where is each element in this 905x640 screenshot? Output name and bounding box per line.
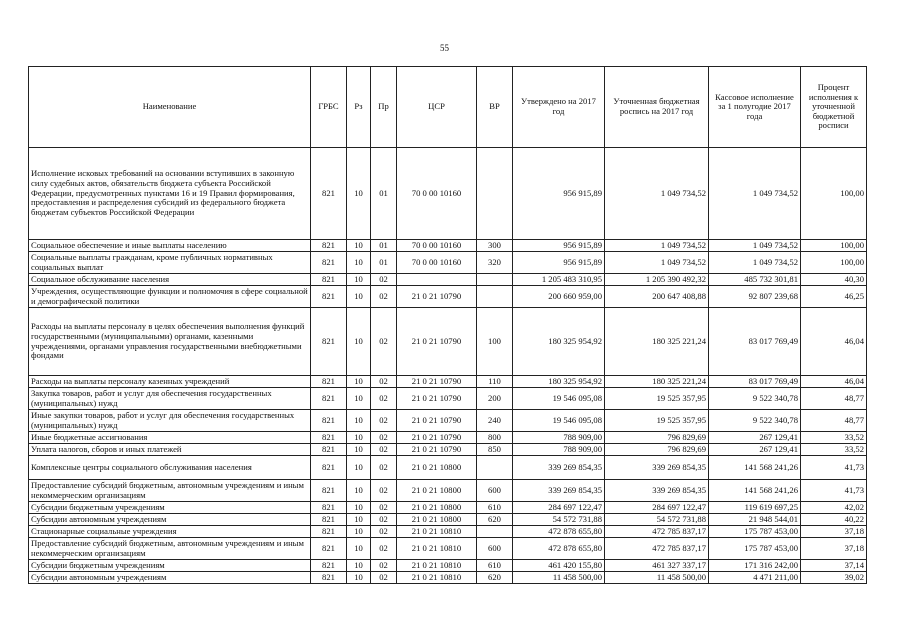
cell-rz: 10 <box>347 514 371 526</box>
cell-percent: 46,04 <box>801 308 867 376</box>
cell-approved: 19 546 095,08 <box>513 410 605 432</box>
cell-approved: 461 420 155,80 <box>513 560 605 572</box>
cell-refined: 180 325 221,24 <box>605 308 709 376</box>
cell-grbs: 821 <box>311 526 347 538</box>
cell-percent: 100,00 <box>801 240 867 252</box>
cell-pr: 02 <box>371 410 397 432</box>
cell-pr: 02 <box>371 480 397 502</box>
cell-rz: 10 <box>347 388 371 410</box>
cell-percent: 40,30 <box>801 274 867 286</box>
cell-name: Субсидии автономным учреждениям <box>29 572 311 584</box>
cell-pr: 02 <box>371 286 397 308</box>
table-row <box>29 538 867 560</box>
table-row <box>29 240 867 252</box>
cell-csr: 70 0 00 10160 <box>397 240 477 252</box>
cell-percent: 48,77 <box>801 388 867 410</box>
cell-csr: 21 0 21 10790 <box>397 388 477 410</box>
cell-executed: 267 129,41 <box>709 444 801 456</box>
header-name: Наименование <box>29 67 311 148</box>
cell-percent: 46,25 <box>801 286 867 308</box>
cell-executed: 9 522 340,78 <box>709 388 801 410</box>
cell-percent: 48,77 <box>801 410 867 432</box>
cell-grbs: 821 <box>311 514 347 526</box>
table-row <box>29 514 867 526</box>
table-row <box>29 252 867 274</box>
cell-vr: 850 <box>477 444 513 456</box>
cell-vr: 610 <box>477 560 513 572</box>
cell-approved: 284 697 122,47 <box>513 502 605 514</box>
cell-approved: 472 878 655,80 <box>513 526 605 538</box>
cell-name: Учреждения, осуществляющие функции и полномочия в сфере социальной и демографической политики <box>29 286 311 308</box>
cell-grbs: 821 <box>311 456 347 480</box>
cell-rz: 10 <box>347 240 371 252</box>
cell-refined: 11 458 500,00 <box>605 572 709 584</box>
table-row <box>29 410 867 432</box>
cell-name: Предоставление субсидий бюджетным, автономным учреждениям и иным некоммерческим организациям <box>29 480 311 502</box>
cell-approved: 956 915,89 <box>513 252 605 274</box>
cell-rz: 10 <box>347 502 371 514</box>
cell-approved: 54 572 731,88 <box>513 514 605 526</box>
cell-pr: 02 <box>371 388 397 410</box>
cell-executed: 175 787 453,00 <box>709 538 801 560</box>
page-number: 55 <box>440 43 449 53</box>
cell-vr: 620 <box>477 572 513 584</box>
cell-csr: 21 0 21 10790 <box>397 376 477 388</box>
cell-name: Предоставление субсидий бюджетным, автономным учреждениям и иным некоммерческим организациям <box>29 538 311 560</box>
table-row <box>29 376 867 388</box>
header-percent: Процент исполнения к уточненной бюджетной росписи <box>801 67 867 148</box>
cell-vr: 800 <box>477 432 513 444</box>
cell-refined: 1 205 390 492,32 <box>605 274 709 286</box>
cell-executed: 4 471 211,00 <box>709 572 801 584</box>
cell-percent: 39,02 <box>801 572 867 584</box>
cell-refined: 472 785 837,17 <box>605 538 709 560</box>
cell-executed: 1 049 734,52 <box>709 252 801 274</box>
cell-percent: 41,73 <box>801 480 867 502</box>
cell-refined: 19 525 357,95 <box>605 388 709 410</box>
cell-name: Иные бюджетные ассигнования <box>29 432 311 444</box>
cell-name: Уплата налогов, сборов и иных платежей <box>29 444 311 456</box>
cell-refined: 472 785 837,17 <box>605 526 709 538</box>
cell-executed: 1 049 734,52 <box>709 240 801 252</box>
cell-grbs: 821 <box>311 308 347 376</box>
cell-executed: 92 807 239,68 <box>709 286 801 308</box>
cell-percent: 37,14 <box>801 560 867 572</box>
cell-pr: 02 <box>371 572 397 584</box>
cell-approved: 200 660 959,00 <box>513 286 605 308</box>
cell-csr: 21 0 21 10810 <box>397 560 477 572</box>
cell-pr: 02 <box>371 538 397 560</box>
cell-csr: 21 0 21 10810 <box>397 538 477 560</box>
cell-pr: 02 <box>371 432 397 444</box>
cell-grbs: 821 <box>311 252 347 274</box>
cell-grbs: 821 <box>311 274 347 286</box>
cell-grbs: 821 <box>311 376 347 388</box>
table-row <box>29 286 867 308</box>
cell-percent: 37,18 <box>801 538 867 560</box>
cell-grbs: 821 <box>311 444 347 456</box>
cell-refined: 1 049 734,52 <box>605 240 709 252</box>
cell-name: Социальное обслуживание населения <box>29 274 311 286</box>
cell-vr: 610 <box>477 502 513 514</box>
cell-percent: 100,00 <box>801 252 867 274</box>
cell-executed: 83 017 769,49 <box>709 376 801 388</box>
cell-rz: 10 <box>347 252 371 274</box>
cell-rz: 10 <box>347 432 371 444</box>
header-approved: Утверждено на 2017 год <box>513 67 605 148</box>
cell-approved: 339 269 854,35 <box>513 480 605 502</box>
cell-refined: 200 647 408,88 <box>605 286 709 308</box>
cell-percent: 37,18 <box>801 526 867 538</box>
cell-csr: 21 0 21 10790 <box>397 286 477 308</box>
cell-rz: 10 <box>347 274 371 286</box>
table-row <box>29 526 867 538</box>
cell-csr <box>397 274 477 286</box>
cell-vr <box>477 526 513 538</box>
table-row <box>29 560 867 572</box>
cell-executed: 171 316 242,00 <box>709 560 801 572</box>
table-row <box>29 444 867 456</box>
cell-refined: 796 829,69 <box>605 432 709 444</box>
cell-refined: 54 572 731,88 <box>605 514 709 526</box>
cell-vr: 600 <box>477 480 513 502</box>
cell-approved: 788 909,00 <box>513 432 605 444</box>
header-rz: Рз <box>347 67 371 148</box>
header-executed: Кассовое исполнение за 1 полугодие 2017 года <box>709 67 801 148</box>
cell-grbs: 821 <box>311 388 347 410</box>
cell-vr: 300 <box>477 240 513 252</box>
cell-pr: 01 <box>371 148 397 240</box>
cell-rz: 10 <box>347 286 371 308</box>
cell-vr: 600 <box>477 538 513 560</box>
cell-percent: 33,52 <box>801 444 867 456</box>
cell-name: Стационарные социальные учреждения <box>29 526 311 538</box>
table-row <box>29 456 867 480</box>
cell-vr: 240 <box>477 410 513 432</box>
cell-rz: 10 <box>347 480 371 502</box>
budget-table <box>28 66 867 584</box>
cell-approved: 180 325 954,92 <box>513 308 605 376</box>
cell-refined: 796 829,69 <box>605 444 709 456</box>
cell-refined: 1 049 734,52 <box>605 252 709 274</box>
cell-name: Закупка товаров, работ и услуг для обеспечения государственных (муниципальных) нужд <box>29 388 311 410</box>
cell-pr: 02 <box>371 376 397 388</box>
cell-rz: 10 <box>347 410 371 432</box>
cell-pr: 02 <box>371 274 397 286</box>
cell-approved: 956 915,89 <box>513 240 605 252</box>
cell-name: Социальные выплаты гражданам, кроме публичных нормативных социальных выплат <box>29 252 311 274</box>
cell-approved: 339 269 854,35 <box>513 456 605 480</box>
cell-rz: 10 <box>347 308 371 376</box>
cell-pr: 01 <box>371 252 397 274</box>
cell-csr: 21 0 21 10810 <box>397 572 477 584</box>
cell-refined: 19 525 357,95 <box>605 410 709 432</box>
cell-name: Расходы на выплаты персоналу в целях обеспечения выполнения функций государственными (муниципальными) органами, казенными учреждениями, органами управления государственными внебюджетными фондами <box>29 308 311 376</box>
cell-refined: 180 325 221,24 <box>605 376 709 388</box>
cell-csr: 21 0 21 10790 <box>397 308 477 376</box>
cell-percent: 42,02 <box>801 502 867 514</box>
table-row <box>29 572 867 584</box>
cell-rz: 10 <box>347 148 371 240</box>
table-row <box>29 432 867 444</box>
cell-executed: 141 568 241,26 <box>709 480 801 502</box>
table-row <box>29 274 867 286</box>
cell-rz: 10 <box>347 376 371 388</box>
cell-refined: 1 049 734,52 <box>605 148 709 240</box>
cell-name: Расходы на выплаты персоналу казенных учреждений <box>29 376 311 388</box>
cell-csr: 21 0 21 10790 <box>397 410 477 432</box>
cell-grbs: 821 <box>311 480 347 502</box>
cell-name: Исполнение исковых требований на основании вступивших в законную силу судебных актов, обязательств бюджета субъекта Российской Федерации, предусмотренных пунктами 16 и 19 Правил формирования, предоставления и распределения субсидий из федерального бюджета бюджетам субъектов Российской Федерации <box>29 148 311 240</box>
cell-refined: 339 269 854,35 <box>605 456 709 480</box>
cell-refined: 284 697 122,47 <box>605 502 709 514</box>
cell-executed: 141 568 241,26 <box>709 456 801 480</box>
cell-executed: 175 787 453,00 <box>709 526 801 538</box>
header-grbs: ГРБС <box>311 67 347 148</box>
table-row <box>29 308 867 376</box>
cell-approved: 1 205 483 310,95 <box>513 274 605 286</box>
cell-grbs: 821 <box>311 432 347 444</box>
cell-pr: 02 <box>371 308 397 376</box>
cell-executed: 9 522 340,78 <box>709 410 801 432</box>
cell-executed: 1 049 734,52 <box>709 148 801 240</box>
cell-percent: 100,00 <box>801 148 867 240</box>
cell-name: Субсидии бюджетным учреждениям <box>29 560 311 572</box>
cell-executed: 21 948 544,01 <box>709 514 801 526</box>
cell-refined: 461 327 337,17 <box>605 560 709 572</box>
cell-approved: 19 546 095,08 <box>513 388 605 410</box>
cell-executed: 119 619 697,25 <box>709 502 801 514</box>
cell-name: Комплексные центры социального обслуживания населения <box>29 456 311 480</box>
cell-csr: 21 0 21 10790 <box>397 444 477 456</box>
cell-executed: 267 129,41 <box>709 432 801 444</box>
cell-rz: 10 <box>347 444 371 456</box>
cell-rz: 10 <box>347 526 371 538</box>
cell-name: Иные закупки товаров, работ и услуг для обеспечения государственных (муниципальных) нужд <box>29 410 311 432</box>
cell-csr: 21 0 21 10800 <box>397 480 477 502</box>
table-row <box>29 480 867 502</box>
cell-grbs: 821 <box>311 148 347 240</box>
cell-csr: 21 0 21 10800 <box>397 502 477 514</box>
cell-rz: 10 <box>347 560 371 572</box>
cell-approved: 11 458 500,00 <box>513 572 605 584</box>
header-csr: ЦСР <box>397 67 477 148</box>
cell-grbs: 821 <box>311 538 347 560</box>
cell-approved: 956 915,89 <box>513 148 605 240</box>
cell-approved: 180 325 954,92 <box>513 376 605 388</box>
cell-pr: 02 <box>371 560 397 572</box>
cell-grbs: 821 <box>311 286 347 308</box>
cell-csr: 70 0 00 10160 <box>397 252 477 274</box>
cell-percent: 41,73 <box>801 456 867 480</box>
cell-pr: 02 <box>371 502 397 514</box>
cell-percent: 40,22 <box>801 514 867 526</box>
header-refined: Уточненная бюджетная роспись на 2017 год <box>605 67 709 148</box>
cell-csr: 21 0 21 10800 <box>397 514 477 526</box>
cell-vr <box>477 456 513 480</box>
header-vr: ВР <box>477 67 513 148</box>
header-row <box>29 67 867 148</box>
cell-grbs: 821 <box>311 410 347 432</box>
table-row <box>29 502 867 514</box>
cell-grbs: 821 <box>311 240 347 252</box>
cell-refined: 339 269 854,35 <box>605 480 709 502</box>
cell-vr: 110 <box>477 376 513 388</box>
cell-vr: 320 <box>477 252 513 274</box>
cell-percent: 46,04 <box>801 376 867 388</box>
cell-pr: 02 <box>371 514 397 526</box>
cell-pr: 02 <box>371 526 397 538</box>
cell-csr: 21 0 21 10810 <box>397 526 477 538</box>
cell-name: Субсидии бюджетным учреждениям <box>29 502 311 514</box>
table-row <box>29 148 867 240</box>
cell-pr: 01 <box>371 240 397 252</box>
cell-vr <box>477 148 513 240</box>
cell-approved: 788 909,00 <box>513 444 605 456</box>
cell-csr: 70 0 00 10160 <box>397 148 477 240</box>
cell-rz: 10 <box>347 572 371 584</box>
cell-rz: 10 <box>347 456 371 480</box>
cell-executed: 83 017 769,49 <box>709 308 801 376</box>
cell-name: Субсидии автономным учреждениям <box>29 514 311 526</box>
cell-vr: 200 <box>477 388 513 410</box>
table-row <box>29 388 867 410</box>
cell-pr: 02 <box>371 456 397 480</box>
cell-grbs: 821 <box>311 560 347 572</box>
cell-csr: 21 0 21 10800 <box>397 456 477 480</box>
cell-rz: 10 <box>347 538 371 560</box>
cell-grbs: 821 <box>311 572 347 584</box>
cell-executed: 485 732 301,81 <box>709 274 801 286</box>
cell-percent: 33,52 <box>801 432 867 444</box>
header-pr: Пр <box>371 67 397 148</box>
cell-grbs: 821 <box>311 502 347 514</box>
cell-name: Социальное обеспечение и иные выплаты населению <box>29 240 311 252</box>
cell-vr: 620 <box>477 514 513 526</box>
cell-vr <box>477 274 513 286</box>
cell-vr <box>477 286 513 308</box>
cell-pr: 02 <box>371 444 397 456</box>
cell-csr: 21 0 21 10790 <box>397 432 477 444</box>
cell-vr: 100 <box>477 308 513 376</box>
cell-approved: 472 878 655,80 <box>513 538 605 560</box>
